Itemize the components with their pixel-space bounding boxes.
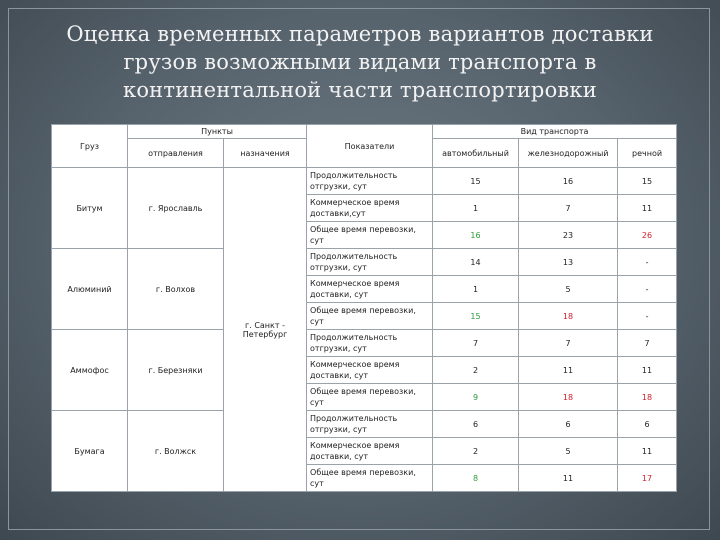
river-value: 11 — [618, 195, 677, 222]
river-value-worst: 17 — [618, 465, 677, 492]
header-points: Пункты — [128, 125, 307, 139]
indicator-cell: Коммерческое время доставки, сут — [307, 438, 433, 465]
auto-value: 1 — [433, 195, 519, 222]
title-line-3: континентальной части транспортировки — [123, 78, 597, 102]
header-indicators: Показатели — [307, 125, 433, 168]
table-row — [52, 168, 677, 195]
indicator-cell: Продолжительность отгрузки, сут — [307, 168, 433, 195]
table-row — [52, 330, 677, 357]
title-line-1: Оценка временных параметров вариантов доставки — [66, 22, 654, 46]
rail-value: 5 — [519, 438, 618, 465]
indicator-cell: Общее время перевозки, сут — [307, 465, 433, 492]
cargo-cell: Битум — [52, 168, 128, 249]
auto-value: 2 — [433, 438, 519, 465]
delivery-time-table — [51, 124, 677, 492]
auto-value: 1 — [433, 276, 519, 303]
header-transport: Вид транспорта — [433, 125, 677, 139]
header-departure: отправления — [128, 139, 224, 168]
rail-value: 7 — [519, 195, 618, 222]
rail-value: 11 — [519, 357, 618, 384]
rail-value: 6 — [519, 411, 618, 438]
indicator-cell: Общее время перевозки, сут — [307, 303, 433, 330]
slide-title — [40, 20, 680, 104]
rail-value: 23 — [519, 222, 618, 249]
cargo-cell: Алюминий — [52, 249, 128, 330]
river-value: 15 — [618, 168, 677, 195]
header-row-1 — [52, 125, 677, 139]
auto-value: 14 — [433, 249, 519, 276]
table-row — [52, 249, 677, 276]
auto-value: 2 — [433, 357, 519, 384]
river-value-worst: 18 — [618, 384, 677, 411]
auto-value-best: 16 — [433, 222, 519, 249]
river-value: - — [618, 249, 677, 276]
header-cargo: Груз — [52, 125, 128, 168]
header-rail: железнодорожный — [519, 139, 618, 168]
auto-value: 7 — [433, 330, 519, 357]
rail-value: 11 — [519, 465, 618, 492]
header-river: речной — [618, 139, 677, 168]
river-value: - — [618, 276, 677, 303]
river-value: 11 — [618, 438, 677, 465]
table-row — [52, 411, 677, 438]
indicator-cell: Продолжительность отгрузки, сут — [307, 330, 433, 357]
river-value: - — [618, 303, 677, 330]
indicator-cell: Коммерческое время доставки,сут — [307, 195, 433, 222]
auto-value-best: 15 — [433, 303, 519, 330]
rail-value: 16 — [519, 168, 618, 195]
departure-cell: г. Березняки — [128, 330, 224, 411]
destination-cell: г. Санкт - Петербург — [224, 168, 307, 492]
auto-value: 15 — [433, 168, 519, 195]
rail-value-worst: 18 — [519, 303, 618, 330]
river-value: 7 — [618, 330, 677, 357]
header-destination: назначения — [224, 139, 307, 168]
auto-value: 6 — [433, 411, 519, 438]
indicator-cell: Общее время перевозки, сут — [307, 384, 433, 411]
departure-cell: г. Волхов — [128, 249, 224, 330]
departure-cell: г. Волжск — [128, 411, 224, 492]
auto-value-best: 9 — [433, 384, 519, 411]
cargo-cell: Аммофос — [52, 330, 128, 411]
river-value: 11 — [618, 357, 677, 384]
indicator-cell: Коммерческое время доставки, сут — [307, 276, 433, 303]
indicator-cell: Коммерческое время доставки, сут — [307, 357, 433, 384]
auto-value-best: 8 — [433, 465, 519, 492]
indicator-cell: Продолжительность отгрузки, сут — [307, 411, 433, 438]
indicator-cell: Общее время перевозки, сут — [307, 222, 433, 249]
title-line-2: грузов возможными видами транспорта в — [123, 50, 597, 74]
river-value: 6 — [618, 411, 677, 438]
cargo-cell: Бумага — [52, 411, 128, 492]
rail-value: 5 — [519, 276, 618, 303]
river-value-worst: 26 — [618, 222, 677, 249]
rail-value-worst: 18 — [519, 384, 618, 411]
departure-cell: г. Ярославль — [128, 168, 224, 249]
rail-value: 7 — [519, 330, 618, 357]
rail-value: 13 — [519, 249, 618, 276]
indicator-cell: Продолжительность отгрузки, сут — [307, 249, 433, 276]
header-auto: автомобильный — [433, 139, 519, 168]
